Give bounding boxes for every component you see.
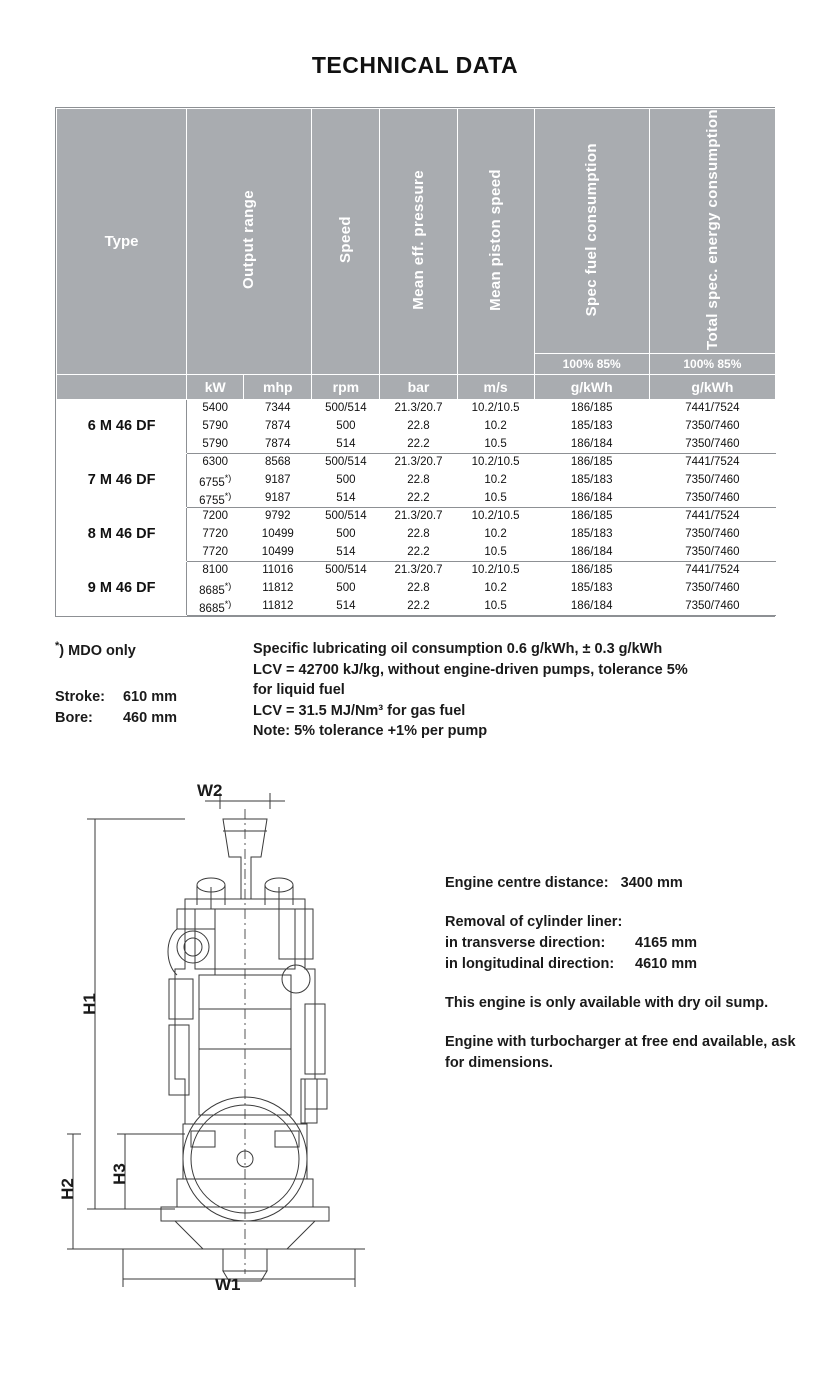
cell-bar: 21.3/20.7 [380,561,457,579]
note-line: for liquid fuel [253,682,345,699]
header-output-range-label: Output range [240,190,258,290]
header-total-loads: 100% 85% [649,353,775,374]
page-title: TECHNICAL DATA [311,52,519,78]
cell-ms: 10.2/10.5 [457,507,534,525]
cell-total: 7350/7460 [649,525,775,543]
header-mep-label: Mean eff. pressure [409,170,427,310]
cell-bar: 21.3/20.7 [380,453,457,471]
dry-sump-note: This engine is only available with dry oil sump. [445,995,769,1011]
label-h2: H2 [57,1178,77,1200]
cell-bar: 22.8 [380,525,457,543]
cell-rpm: 514 [312,435,380,453]
mdo-star: *) [224,472,232,483]
longitudinal-row [445,954,805,975]
header-type: Type [57,109,187,375]
cell-bar: 21.3/20.7 [380,507,457,525]
cell-sfc: 186/184 [534,435,649,453]
cell-mhp: 10499 [244,543,312,561]
centre-distance-block [445,873,805,894]
row-type: 9 M 46 DF [57,561,187,615]
cell-kw: 6755*) [187,471,244,489]
mdo-star: *) [224,490,232,501]
row-type: 7 M 46 DF [57,453,187,507]
centre-distance-label: Engine centre distance: [445,874,609,891]
engine-cross-section-svg [65,779,395,1309]
cell-mhp: 7874 [244,435,312,453]
longitudinal-label: in longitudinal direction: [445,955,615,972]
notes-left [55,639,255,729]
cell-mhp: 7874 [244,417,312,435]
cell-mhp: 7344 [244,399,312,417]
transverse-row [445,933,805,954]
cell-ms: 10.5 [457,597,534,615]
cell-ms: 10.2 [457,579,534,597]
cell-kw: 6755*) [187,489,244,507]
table-row [57,507,776,525]
cell-total: 7441/7524 [649,399,775,417]
note-line: LCV = 42700 kJ/kg, without engine-driven pumps, tolerance 5% [253,661,688,678]
mdo-footnote: *) MDO only [55,639,136,659]
stroke-row [55,687,255,708]
transverse-label: in transverse direction: [445,934,606,951]
table-row [57,453,776,471]
cell-bar: 22.8 [380,471,457,489]
label-w1: W1 [215,1274,241,1294]
cell-sfc: 185/183 [534,525,649,543]
label-h3: H3 [109,1163,129,1185]
cell-rpm: 514 [312,489,380,507]
cell-bar: 22.2 [380,489,457,507]
header-piston-speed-label: Mean piston speed [486,169,504,311]
note-line: Note: 5% tolerance +1% per pump [253,723,488,740]
cell-rpm: 514 [312,543,380,561]
removal-title: Removal of cylinder liner: [445,913,623,930]
cell-total: 7350/7460 [649,471,775,489]
cell-sfc: 186/184 [534,489,649,507]
bore-label: Bore: [55,710,93,727]
cell-total: 7350/7460 [649,579,775,597]
bore-value: 460 mm [122,710,177,727]
unit-mhp: mhp [244,374,312,399]
cell-kw: 7200 [187,507,244,525]
row-type: 6 M 46 DF [57,399,187,453]
note-line: LCV = 31.5 MJ/Nm³ for gas fuel [253,702,466,719]
cell-bar: 22.8 [380,579,457,597]
mdo-star: *) [224,580,232,591]
cell-kw: 7720 [187,525,244,543]
cell-rpm: 500/514 [312,399,380,417]
cell-ms: 10.5 [457,543,534,561]
header-total-energy-label: Total spec. energy consumption [703,109,721,350]
cell-bar: 22.2 [380,543,457,561]
table-row [57,561,776,579]
technical-data-table [56,108,776,616]
centre-distance-row [445,873,805,894]
cell-kw: 5400 [187,399,244,417]
unit-ms: m/s [457,374,534,399]
cell-kw: 8685*) [187,597,244,615]
cell-total: 7350/7460 [649,597,775,615]
cell-rpm: 500 [312,417,380,435]
cell-mhp: 8568 [244,453,312,471]
cell-kw: 5790 [187,417,244,435]
removal-block [445,912,805,975]
unit-type-blank [57,374,187,399]
notes-section [55,639,775,769]
cell-ms: 10.2/10.5 [457,453,534,471]
cell-ms: 10.2 [457,471,534,489]
longitudinal-value: 4610 mm [635,955,698,972]
header-sfc-label: Spec fuel consumption [582,142,600,317]
cell-bar: 22.2 [380,435,457,453]
cell-sfc: 186/184 [534,543,649,561]
technical-data-table-wrap [55,107,775,617]
cell-sfc: 186/185 [534,561,649,579]
cell-rpm: 500/514 [312,453,380,471]
unit-total: g/kWh [649,374,775,399]
header-speed [312,109,380,375]
centre-distance-value: 3400 mm [620,874,683,891]
cell-mhp: 11016 [244,561,312,579]
table-header-row [57,109,776,354]
label-h1: H1 [79,993,99,1015]
cell-rpm: 514 [312,597,380,615]
cell-total: 7441/7524 [649,453,775,471]
row-type: 8 M 46 DF [57,507,187,561]
cell-kw: 8685*) [187,579,244,597]
notes-right [253,639,773,742]
cell-sfc: 186/185 [534,453,649,471]
cell-sfc: 186/185 [534,507,649,525]
dimension-notes [445,873,805,1092]
engine-drawing [57,779,395,1309]
unit-sfc: g/kWh [534,374,649,399]
cell-sfc: 185/183 [534,579,649,597]
cell-mhp: 11812 [244,579,312,597]
cell-mhp: 10499 [244,525,312,543]
cell-sfc: 185/183 [534,471,649,489]
header-spec-fuel-consumption [534,109,649,354]
cell-mhp: 9187 [244,471,312,489]
cell-sfc: 186/184 [534,597,649,615]
cell-ms: 10.2/10.5 [457,399,534,417]
lower-section [55,779,796,1319]
stroke-bore-block [55,687,255,729]
stroke-value: 610 mm [122,689,177,706]
cell-mhp: 11812 [244,597,312,615]
cell-bar: 22.2 [380,597,457,615]
cell-rpm: 500/514 [312,561,380,579]
datasheet-page [0,52,830,1397]
cell-total: 7441/7524 [649,507,775,525]
cell-mhp: 9792 [244,507,312,525]
transverse-value: 4165 mm [635,934,698,951]
cell-ms: 10.2 [457,417,534,435]
cell-rpm: 500 [312,579,380,597]
header-mean-eff-pressure [380,109,457,375]
header-total-spec-energy [649,109,775,354]
cell-ms: 10.5 [457,435,534,453]
cell-total: 7441/7524 [649,561,775,579]
cell-rpm: 500 [312,525,380,543]
header-mean-piston-speed [457,109,534,375]
table-units-row [57,374,776,399]
cell-ms: 10.2 [457,525,534,543]
label-w2: W2 [197,780,223,800]
note-line: Specific lubricating oil consumption 0.6 g/kWh, ± 0.3 g/kWh [253,640,663,657]
cell-kw: 8100 [187,561,244,579]
cell-rpm: 500 [312,471,380,489]
table-row [57,399,776,417]
header-speed-label: Speed [337,216,355,264]
cell-kw: 6300 [187,453,244,471]
cell-sfc: 186/185 [534,399,649,417]
cell-total: 7350/7460 [649,435,775,453]
cell-mhp: 9187 [244,489,312,507]
cell-bar: 21.3/20.7 [380,399,457,417]
unit-kw: kW [187,374,244,399]
cell-rpm: 500/514 [312,507,380,525]
unit-rpm: rpm [312,374,380,399]
cell-total: 7350/7460 [649,417,775,435]
cell-kw: 7720 [187,543,244,561]
bore-row [55,708,255,729]
header-sfc-loads: 100% 85% [534,353,649,374]
cell-bar: 22.8 [380,417,457,435]
turbocharger-note: Engine with turbocharger at free end available, ask for dimensions. [445,1034,796,1072]
header-output-range [187,109,312,375]
unit-bar: bar [380,374,457,399]
cell-ms: 10.5 [457,489,534,507]
mdo-star: *) [224,598,232,609]
cell-sfc: 185/183 [534,417,649,435]
cell-total: 7350/7460 [649,543,775,561]
cell-ms: 10.2/10.5 [457,561,534,579]
cell-total: 7350/7460 [649,489,775,507]
stroke-label: Stroke: [55,689,105,706]
cell-kw: 5790 [187,435,244,453]
